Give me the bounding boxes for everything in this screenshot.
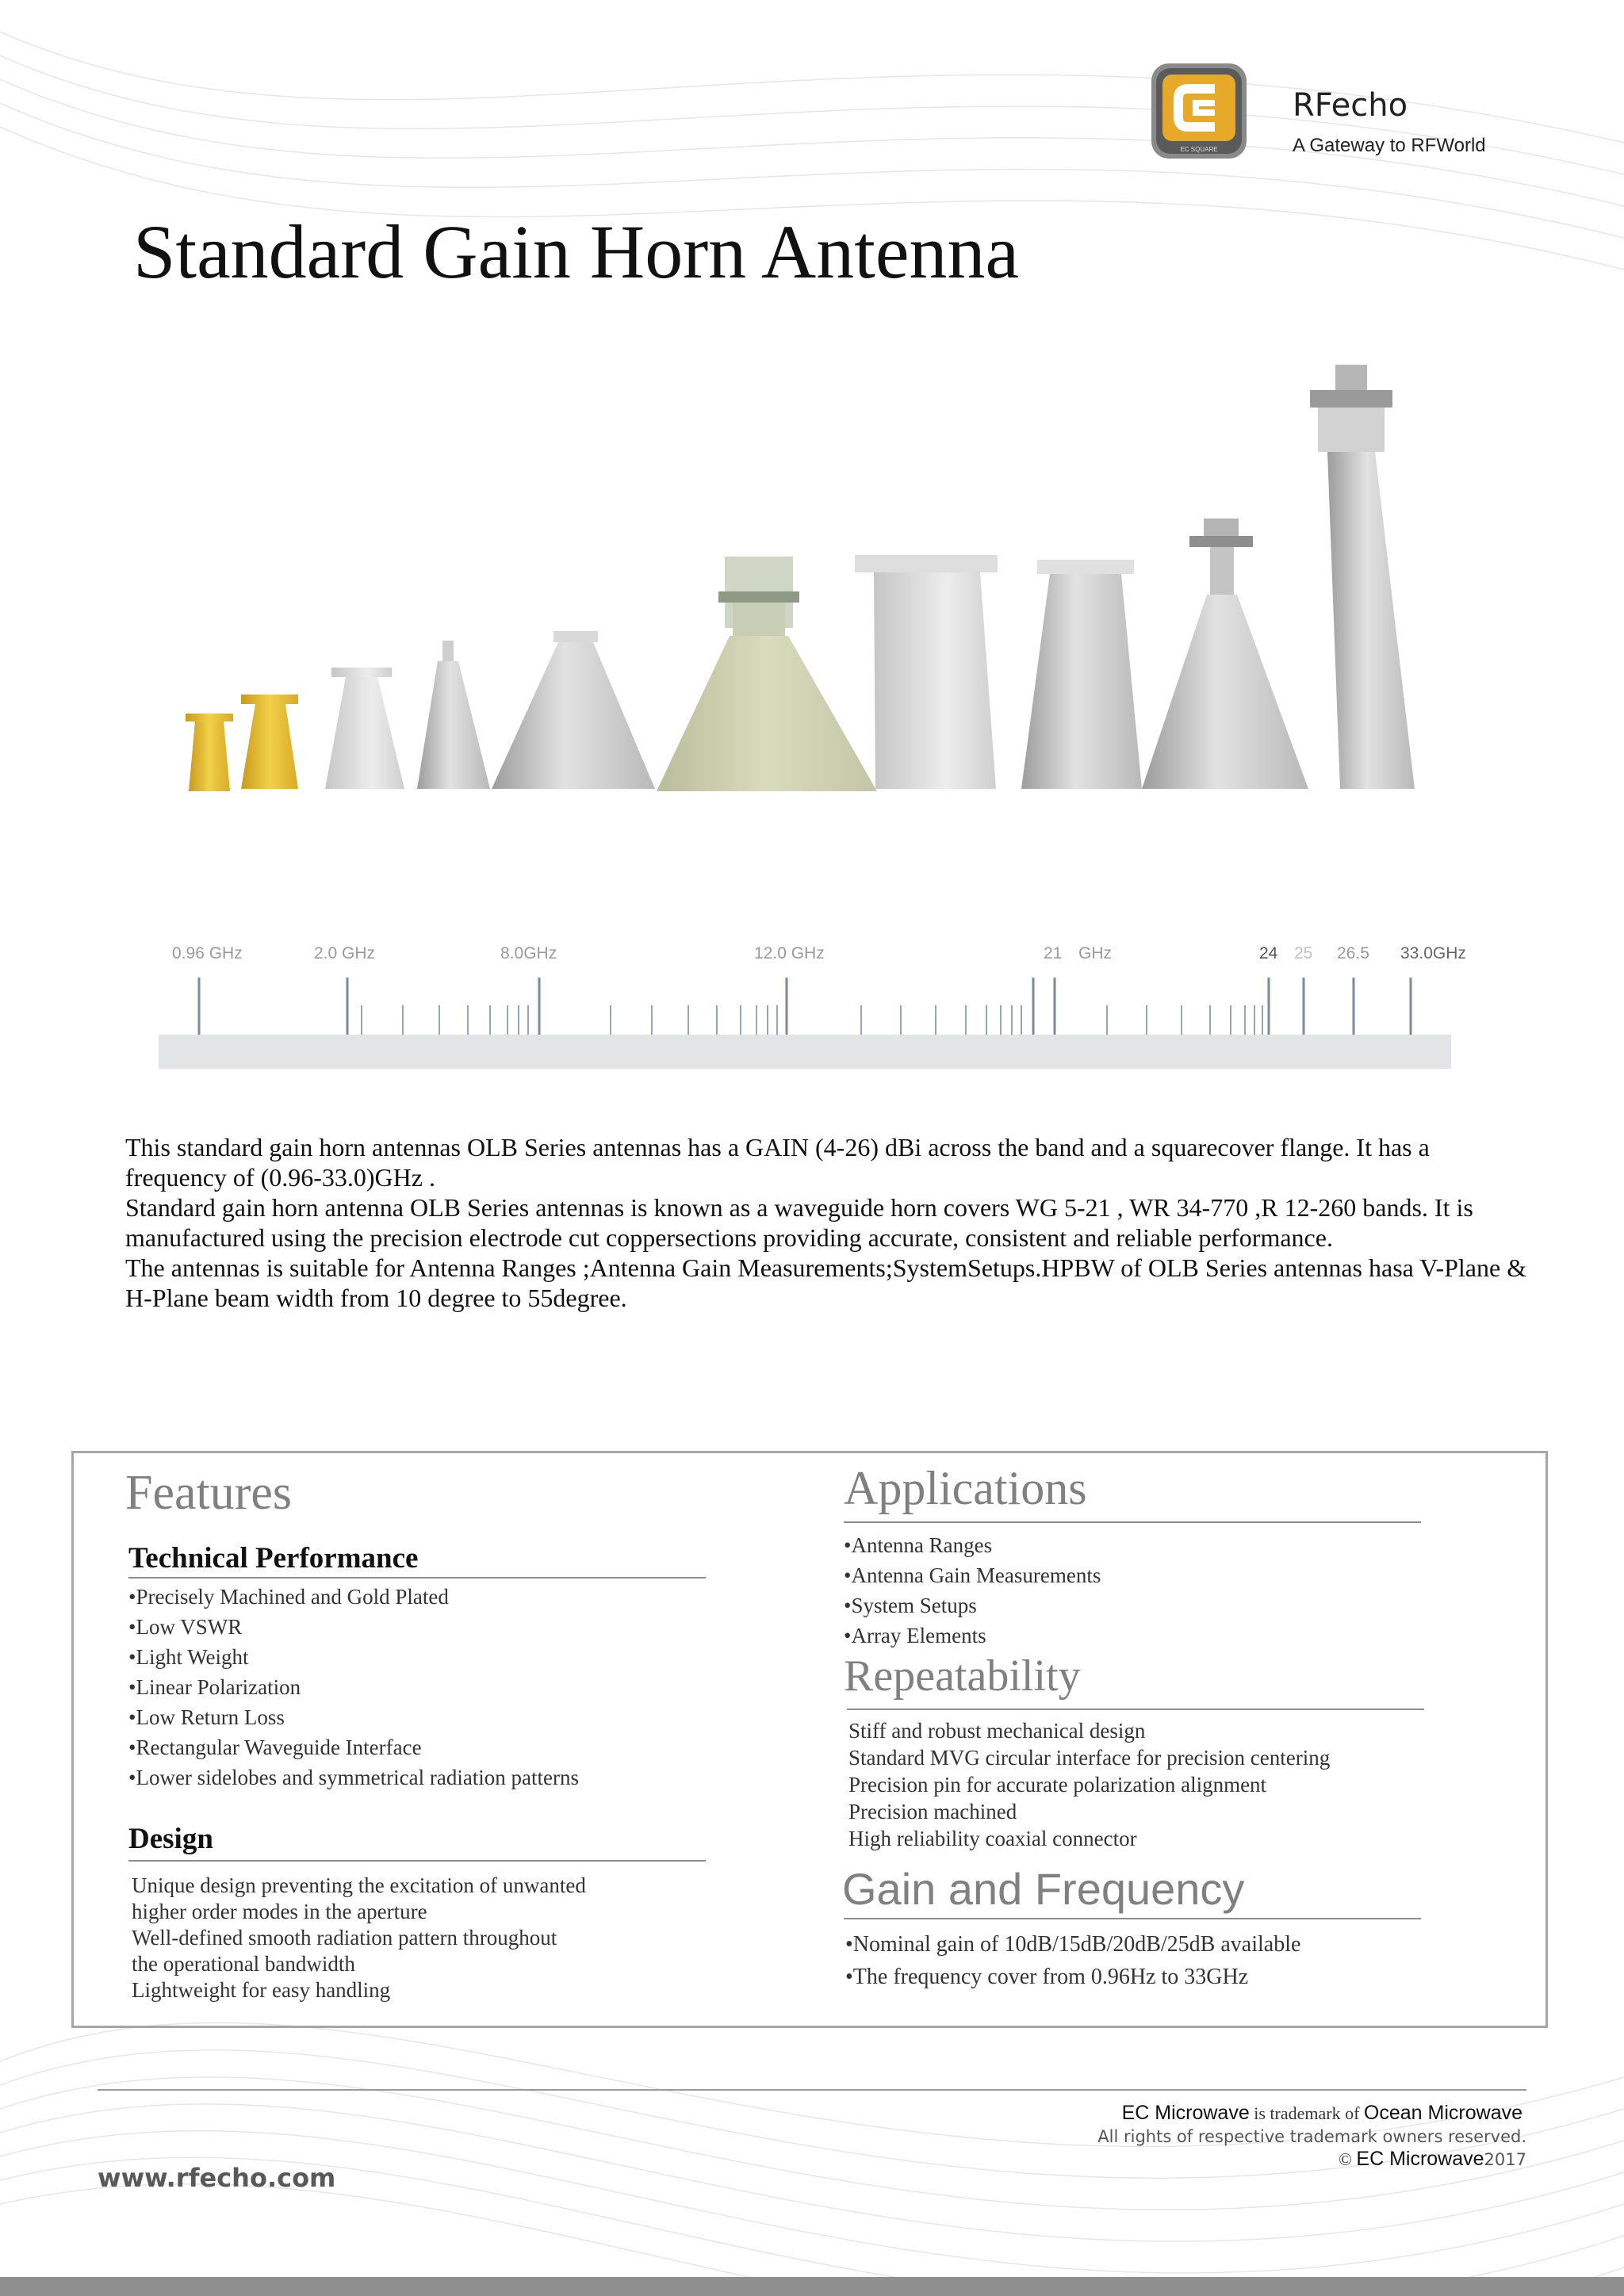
bottom-band — [0, 2277, 1624, 2296]
list-item: Precision machined — [848, 1800, 1017, 1823]
freq-label-25: 25 — [1294, 944, 1313, 962]
applications-heading: Applications — [844, 1462, 1087, 1514]
freq-label-8-0: 8.0GHz — [500, 944, 557, 962]
applications-list — [844, 1530, 1101, 1651]
freq-label-26-5: 26.5 — [1337, 944, 1369, 962]
copyright-name: EC Microwave — [1356, 2148, 1484, 2170]
freq-label-2-0: 2.0 GHz — [314, 944, 376, 962]
footer-divider — [98, 2089, 1526, 2091]
divider — [128, 1577, 706, 1578]
divider — [844, 1521, 1421, 1523]
description-paragraph: Standard gain horn antenna OLB Series antennas is known as a waveguide horn covers WG 5-21 , WR 34-770 ,R 12-260 bands. It is manufactured using the precision electrode cut coppersections providing accurate, consistent and reliable performance. — [125, 1193, 1473, 1252]
divider — [847, 1709, 1424, 1710]
freq-label-12-0: 12.0 GHz — [754, 944, 825, 962]
freq-label-21: 21 — [1044, 944, 1063, 962]
freq-label-0-96: 0.96 GHz — [172, 944, 243, 962]
list-item: High reliability coaxial connector — [848, 1827, 1137, 1850]
product-description — [125, 1132, 1529, 1313]
divider — [844, 1918, 1421, 1919]
list-item: •Linear Polarization — [128, 1675, 301, 1699]
list-item: •Nominal gain of 10dB/15dB/20dB/25dB available — [845, 1932, 1301, 1957]
freq-label-24: 24 — [1259, 944, 1278, 962]
gain-frequency-heading: Gain and Frequency — [842, 1864, 1245, 1914]
technical-performance-list — [128, 1582, 579, 1793]
freq-label-ghz: GHz — [1078, 944, 1112, 962]
brand-name: RFecho — [1293, 87, 1408, 124]
rights-text: All rights of respective trademark owners reserved. — [1097, 2127, 1526, 2146]
copyright-line — [1339, 2148, 1526, 2171]
freq-label-33-0: 33.0GHz — [1400, 944, 1466, 962]
description-paragraph: The antennas is suitable for Antenna Ranges ;Antenna Gain Measurements;SystemSetups.HPBW of OLB Series antennas hasa V-Plane & H-Plane beam width from 10 degree to 55degree. — [125, 1253, 1527, 1312]
list-item: Stiff and robust mechanical design — [848, 1719, 1146, 1743]
brand-tagline: A Gateway to RFWorld — [1293, 135, 1486, 156]
list-item: •Array Elements — [844, 1624, 986, 1647]
list-item: •Rectangular Waveguide Interface — [128, 1735, 422, 1759]
list-item: Standard MVG circular interface for precision centering — [848, 1746, 1331, 1770]
frequency-scale — [151, 936, 1483, 1078]
trademark-text: is trademark of — [1254, 2103, 1360, 2123]
list-item: •The frequency cover from 0.96Hz to 33GHz — [845, 1965, 1249, 1989]
list-item: •Antenna Gain Measurements — [844, 1563, 1101, 1587]
ec-square-logo-icon — [1150, 62, 1248, 160]
description-paragraph: This standard gain horn antennas OLB Series antennas has a GAIN (4-26) dBi across the band and a squarecover flange. It has a frequency of (0.96-33.0)GHz . — [125, 1133, 1430, 1192]
horn-antennas-image — [159, 357, 1427, 809]
copyright-symbol: © — [1339, 2149, 1352, 2169]
design-list — [132, 1873, 586, 2003]
list-item: •Low VSWR — [128, 1615, 243, 1639]
ocean-microwave-name: Ocean Microwave — [1363, 2102, 1522, 2124]
logo-caption: EC SQUARE — [1180, 146, 1218, 153]
page-title: Standard Gain Horn Antenna — [133, 209, 1020, 294]
website-link[interactable]: www.rfecho.com — [98, 2163, 336, 2193]
ec-microwave-name: EC Microwave — [1121, 2102, 1250, 2124]
list-item: •Low Return Loss — [128, 1705, 285, 1729]
list-item: •Light Weight — [128, 1645, 249, 1669]
features-heading: Features — [125, 1466, 293, 1520]
list-item: Well-defined smooth radiation pattern throughout — [132, 1926, 557, 1950]
list-item: Lightweight for easy handling — [132, 1978, 391, 2002]
list-item: •Antenna Ranges — [844, 1533, 993, 1557]
gain-frequency-list — [845, 1928, 1300, 1993]
list-item: Precision pin for accurate polarization alignment — [848, 1773, 1267, 1797]
list-item: Unique design preventing the excitation of unwanted — [132, 1873, 586, 1897]
technical-performance-heading: Technical Performance — [128, 1542, 419, 1575]
divider — [128, 1860, 706, 1862]
trademark-line — [1122, 2102, 1522, 2125]
list-item: •Lower sidelobes and symmetrical radiation patterns — [128, 1766, 580, 1789]
design-heading: Design — [128, 1823, 213, 1855]
repeatability-list — [848, 1717, 1330, 1852]
list-item: •System Setups — [844, 1594, 977, 1617]
copyright-year: 2017 — [1484, 2150, 1526, 2169]
list-item: •Precisely Machined and Gold Plated — [128, 1585, 449, 1609]
logo — [1150, 62, 1248, 160]
list-item: the operational bandwidth — [132, 1952, 355, 1976]
repeatability-heading: Repeatability — [844, 1651, 1081, 1701]
list-item: higher order modes in the aperture — [132, 1900, 427, 1923]
